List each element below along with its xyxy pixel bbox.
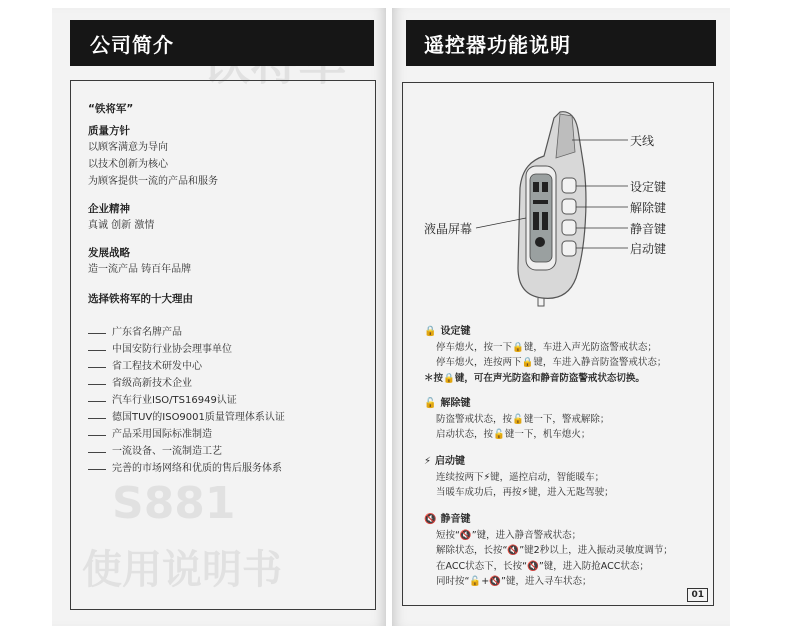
- policy-line: 为顾客提供一流的产品和服务: [88, 176, 218, 187]
- reasons-heading: 选择铁将军的十大理由: [88, 293, 193, 305]
- section-set-key: 🔒 设定键 停车熄火，按一下🔒键，车进入声光防盗警戒状态； 停车熄火，连按两下🔒键，车进入静音防盗警戒状态； ＊按🔒键，可在声光防盗和静音防盗警戒状态切换。: [424, 326, 667, 384]
- callout-antenna: 天线: [630, 134, 655, 148]
- reason-item: 德国TUV的ISO9001质量管理体系认证: [88, 409, 285, 427]
- background-watermark-model: S881: [112, 478, 236, 529]
- reason-item: 广东省名牌产品: [88, 324, 182, 342]
- page-title-company: 公司简介: [70, 20, 374, 66]
- policy-line: 以技术创新为核心: [88, 159, 168, 170]
- callout-mute-key: 静音键: [630, 222, 667, 236]
- reason-item: 省级高新技术企业: [88, 375, 192, 393]
- callout-set-key: 设定键: [630, 180, 667, 194]
- policy-line: 以顾客满意为导向: [88, 142, 168, 153]
- reason-item: 一流设备、一流制造工艺: [88, 443, 222, 461]
- section-release-key: 🔓 解除键 防盗警戒状态，按🔓键一下，警戒解除； 启动状态，按🔓键一下，机车熄火；: [424, 398, 610, 440]
- reason-item: 产品采用国际标准制造: [88, 426, 212, 444]
- brand-name: “铁将军”: [88, 103, 134, 115]
- callout-release-key: 解除键: [630, 201, 667, 215]
- lightning-icon: ⚡: [424, 456, 432, 467]
- right-page: [392, 8, 730, 626]
- callout-lcd: 液晶屏幕: [424, 222, 473, 236]
- page-title-remote: 遥控器功能说明: [406, 20, 716, 66]
- unlock-icon: 🔓: [424, 398, 437, 409]
- background-watermark-manual: 使用说明书: [82, 547, 282, 593]
- section-start-key: ⚡ 启动键 连续按两下⚡键，遥控启动，智能暖车； 当暖车成功后，再按⚡键，进入无匙驾驶；: [424, 456, 614, 498]
- strategy-heading: 发展战略: [88, 247, 130, 259]
- policy-heading: 质量方针: [88, 125, 130, 137]
- reason-item: 中国安防行业协会理事单位: [88, 341, 232, 359]
- left-page: [52, 8, 386, 626]
- mute-icon: 🔇: [424, 514, 437, 525]
- strategy-text: 造一流产品 铸百年品牌: [88, 264, 192, 275]
- reason-item: 汽车行业ISO/TS16949认证: [88, 392, 237, 410]
- page-number: 01: [687, 588, 708, 602]
- spirit-heading: 企业精神: [88, 203, 130, 215]
- reason-item: 省工程技术研发中心: [88, 358, 202, 376]
- spirit-text: 真诚 创新 激情: [88, 220, 155, 231]
- lock-icon: 🔒: [424, 326, 437, 337]
- reason-item: 完善的市场网络和优质的售后服务体系: [88, 460, 282, 478]
- callout-start-key: 启动键: [630, 242, 667, 256]
- section-mute-key: 🔇 静音键 短按“🔇”键，进入静音警戒状态； 解除状态，长按“🔇”键2秒以上，进入振动灵敏度调节； 在ACC状态下，长按“🔇”键，进入防抢ACC状态； 同时按“🔓+🔇”键，进入寻车状态；: [424, 514, 673, 587]
